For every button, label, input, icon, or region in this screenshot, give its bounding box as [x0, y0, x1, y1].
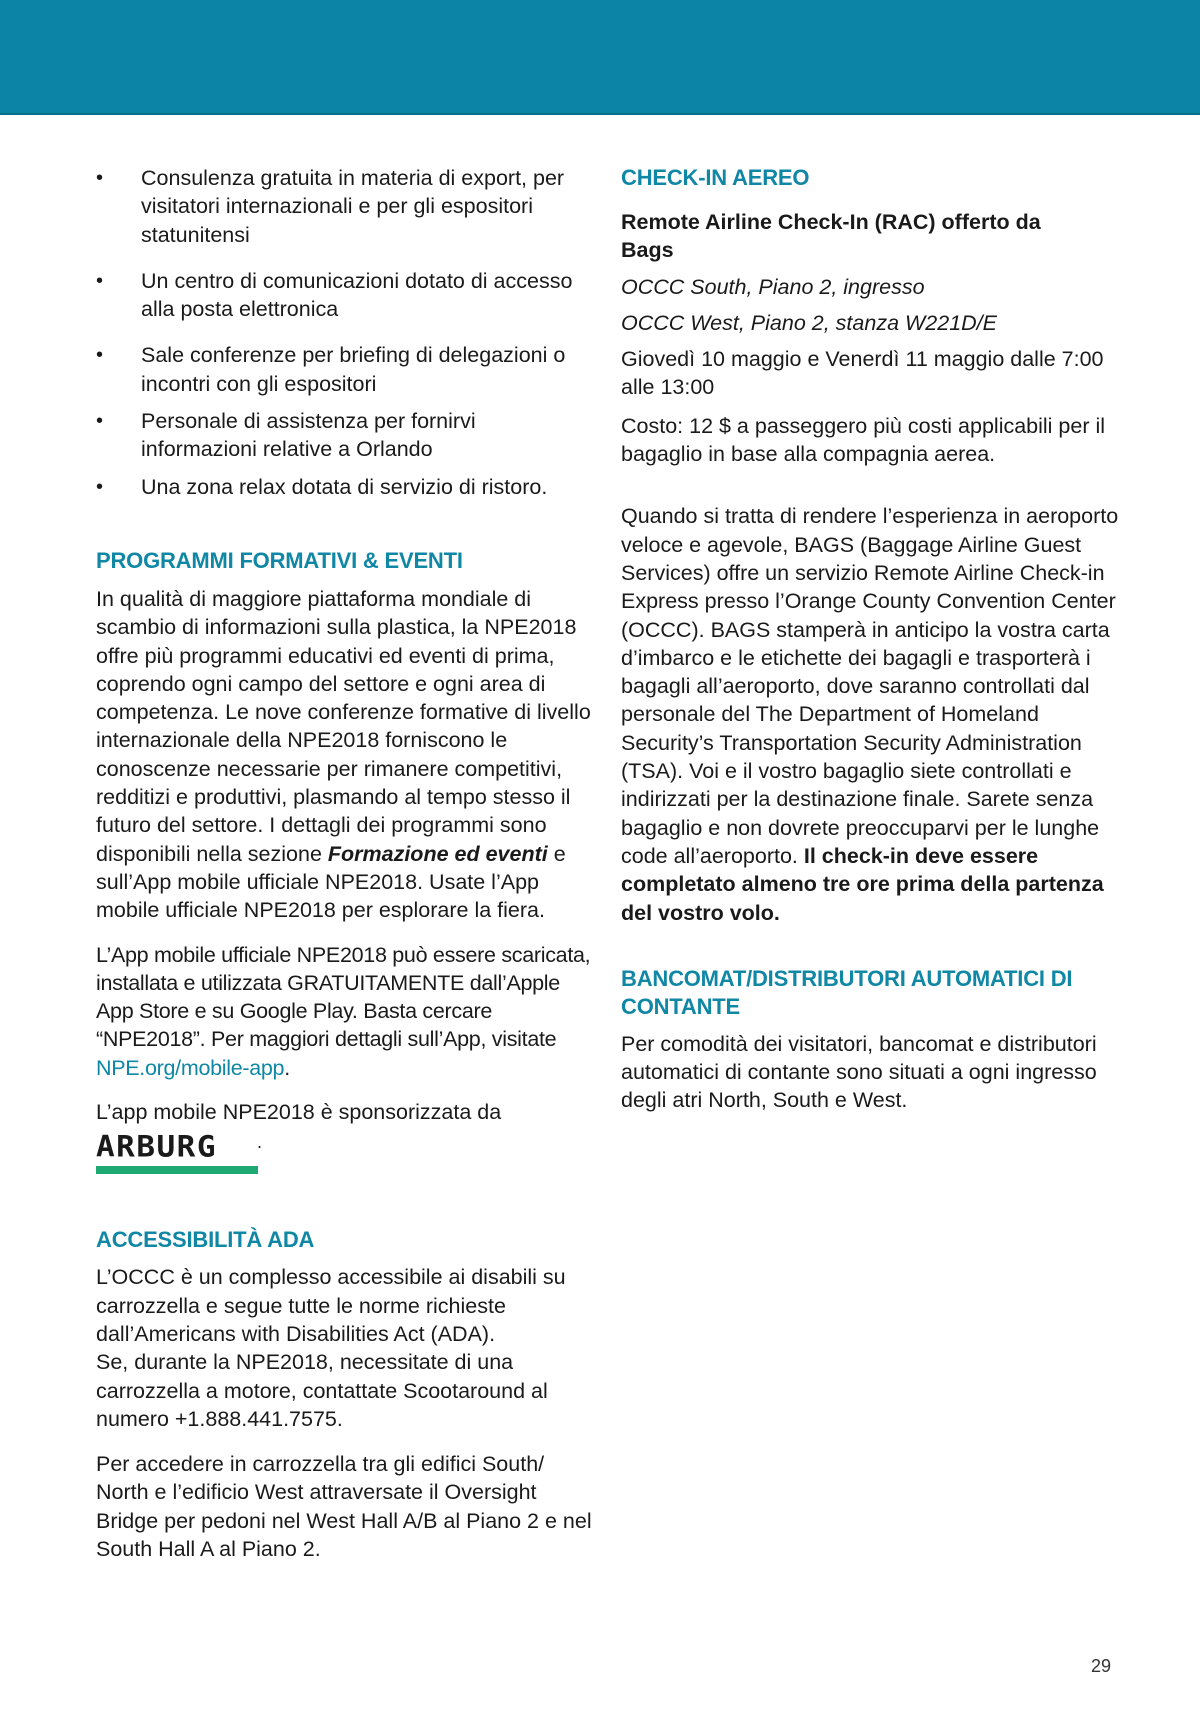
list-item: • Sale conferenze per briefing di delegazioni o incontri con gli espositori	[96, 341, 596, 398]
checkin-description-text: Quando si tratta di rendere l’esperienza in aeroporto veloce e agevole, BAGS (Baggage Airline Guest Services) offre un servizio Remote Airline Check-in Express presso l’Orange County Convention Center (OCCC). BAGS stamperà in anticipo la vostra carta d’imbarco e le etichette dei bagagli e trasporterà i bagagli all’aeroporto, dove saranno controllati dal personale del The Department of Homeland Security’s Transportation Security Administration (TSA). Voi e il vostro bagaglio siete controllati e indirizzati per la destinazione finale. Sarete senza bagaglio e non dovrete preoccuparvi per le lunghe code all’aeroporto.	[621, 504, 1119, 868]
programs-text: In qualità di maggiore piattaforma mondiale di scambio di informazioni sulla plastica, la NPE2018 offre più programmi educativi ed eventi di prima, coprendo ogni campo del settore e ogni area di competenza. Le nove conferenze formative di livello internazionale della NPE2018 forniscono le conoscenze necessarie per rimanere competitivi, redditizi e produttivi, plasmando al tempo stesso il futuro del settore. I dettagli dei programmi sono disponibili nella sezione	[96, 586, 591, 866]
sponsor-period: .	[257, 1132, 263, 1153]
mobile-app-link[interactable]: NPE.org/mobile-app	[96, 1055, 285, 1080]
programs-section-name: Formazione ed eventi	[327, 841, 548, 866]
checkin-cost: Costo: 12 $ a passeggero più costi applicabili per il bagaglio in base alla compagnia aerea.	[621, 413, 1106, 467]
checkin-subheading: Remote Airline Check-In (RAC) offerto da Bags	[621, 210, 1041, 263]
list-item: • Una zona relax dotata di servizio di ristoro.	[96, 473, 596, 501]
left-column	[96, 164, 596, 1563]
app-paragraph	[96, 941, 596, 1082]
list-item: • Consulenza gratuita in materia di export, per visitatori internazionali e per gli espositori statunitensi	[96, 164, 596, 249]
ada-paragraph-1	[96, 1263, 596, 1433]
app-text: L’App mobile ufficiale NPE2018 può essere scaricata, installata e utilizzata GRATUITAMENTE dall’Apple App Store e su Google Play. Basta cercare “NPE2018”. Per maggiori dettagli sull’App, visitate	[96, 942, 591, 1052]
app-text-end: .	[284, 1055, 290, 1080]
programs-text-end: e sull’App mobile ufficiale NPE2018. Usate l’App mobile ufficiale NPE2018 per esplorare la fiera.	[96, 841, 566, 923]
ada-scootaround-text: Se, durante la NPE2018, necessitate di una carrozzella a motore, contattate Scootaround al numero +1.888.441.7575.	[96, 1350, 548, 1431]
right-column	[621, 164, 1121, 1115]
checkin-location-west: OCCC West, Piano 2, stanza W221D/E	[621, 310, 997, 335]
sponsor-paragraph	[96, 1098, 596, 1126]
checkin-heading: CHECK-IN AEREO	[621, 165, 810, 190]
checkin-location-south: OCCC South, Piano 2, ingresso	[621, 274, 925, 299]
atm-heading: BANCOMAT/DISTRIBUTORI AUTOMATICI DI CONTANTE	[621, 965, 1073, 1019]
list-item: • Un centro di comunicazioni dotato di accesso alla posta elettronica	[96, 267, 596, 324]
header-band	[0, 0, 1200, 115]
ada-text: L’OCCC è un complesso accessibile ai disabili su carrozzella e segue tutte le norme richieste dall’Americans with Disabilities Act (ADA).	[96, 1265, 566, 1346]
atm-paragraph: Per comodità dei visitatori, bancomat e distributori automatici di contante sono situati a ogni ingresso degli atri North, South e West.	[621, 1031, 1097, 1113]
sponsor-text: L’app mobile NPE2018 è sponsorizzata da	[96, 1100, 502, 1125]
arburg-logo-text: ARBURG	[96, 1130, 217, 1165]
checkin-dates: Giovedì 10 maggio e Venerdì 11 maggio dalle 7:00 alle 13:00	[621, 347, 1104, 400]
services-list	[96, 164, 596, 501]
page-number: 29	[1091, 1656, 1112, 1676]
programs-heading: PROGRAMMI FORMATIVI & EVENTI	[96, 547, 463, 573]
arburg-logo	[96, 1130, 258, 1174]
arburg-logo-bar	[96, 1166, 258, 1174]
checkin-deadline-note: Il check-in deve essere completato almeno tre ore prima della partenza del vostro volo.	[621, 843, 1104, 925]
programs-paragraph	[96, 585, 596, 925]
ada-heading: ACCESSIBILITÀ ADA	[96, 1227, 315, 1253]
sponsor-logo	[96, 1126, 596, 1174]
list-item: • Personale di assistenza per fornirvi informazioni relative a Orlando	[96, 407, 596, 464]
ada-paragraph-2: Per accedere in carrozzella tra gli edifici South/ North e l’edificio West attraversate il Oversight Bridge per pedoni nel West Hall A/B al Piano 2 e nel South Hall A al Piano 2.	[96, 1452, 592, 1561]
checkin-description	[621, 502, 1121, 926]
